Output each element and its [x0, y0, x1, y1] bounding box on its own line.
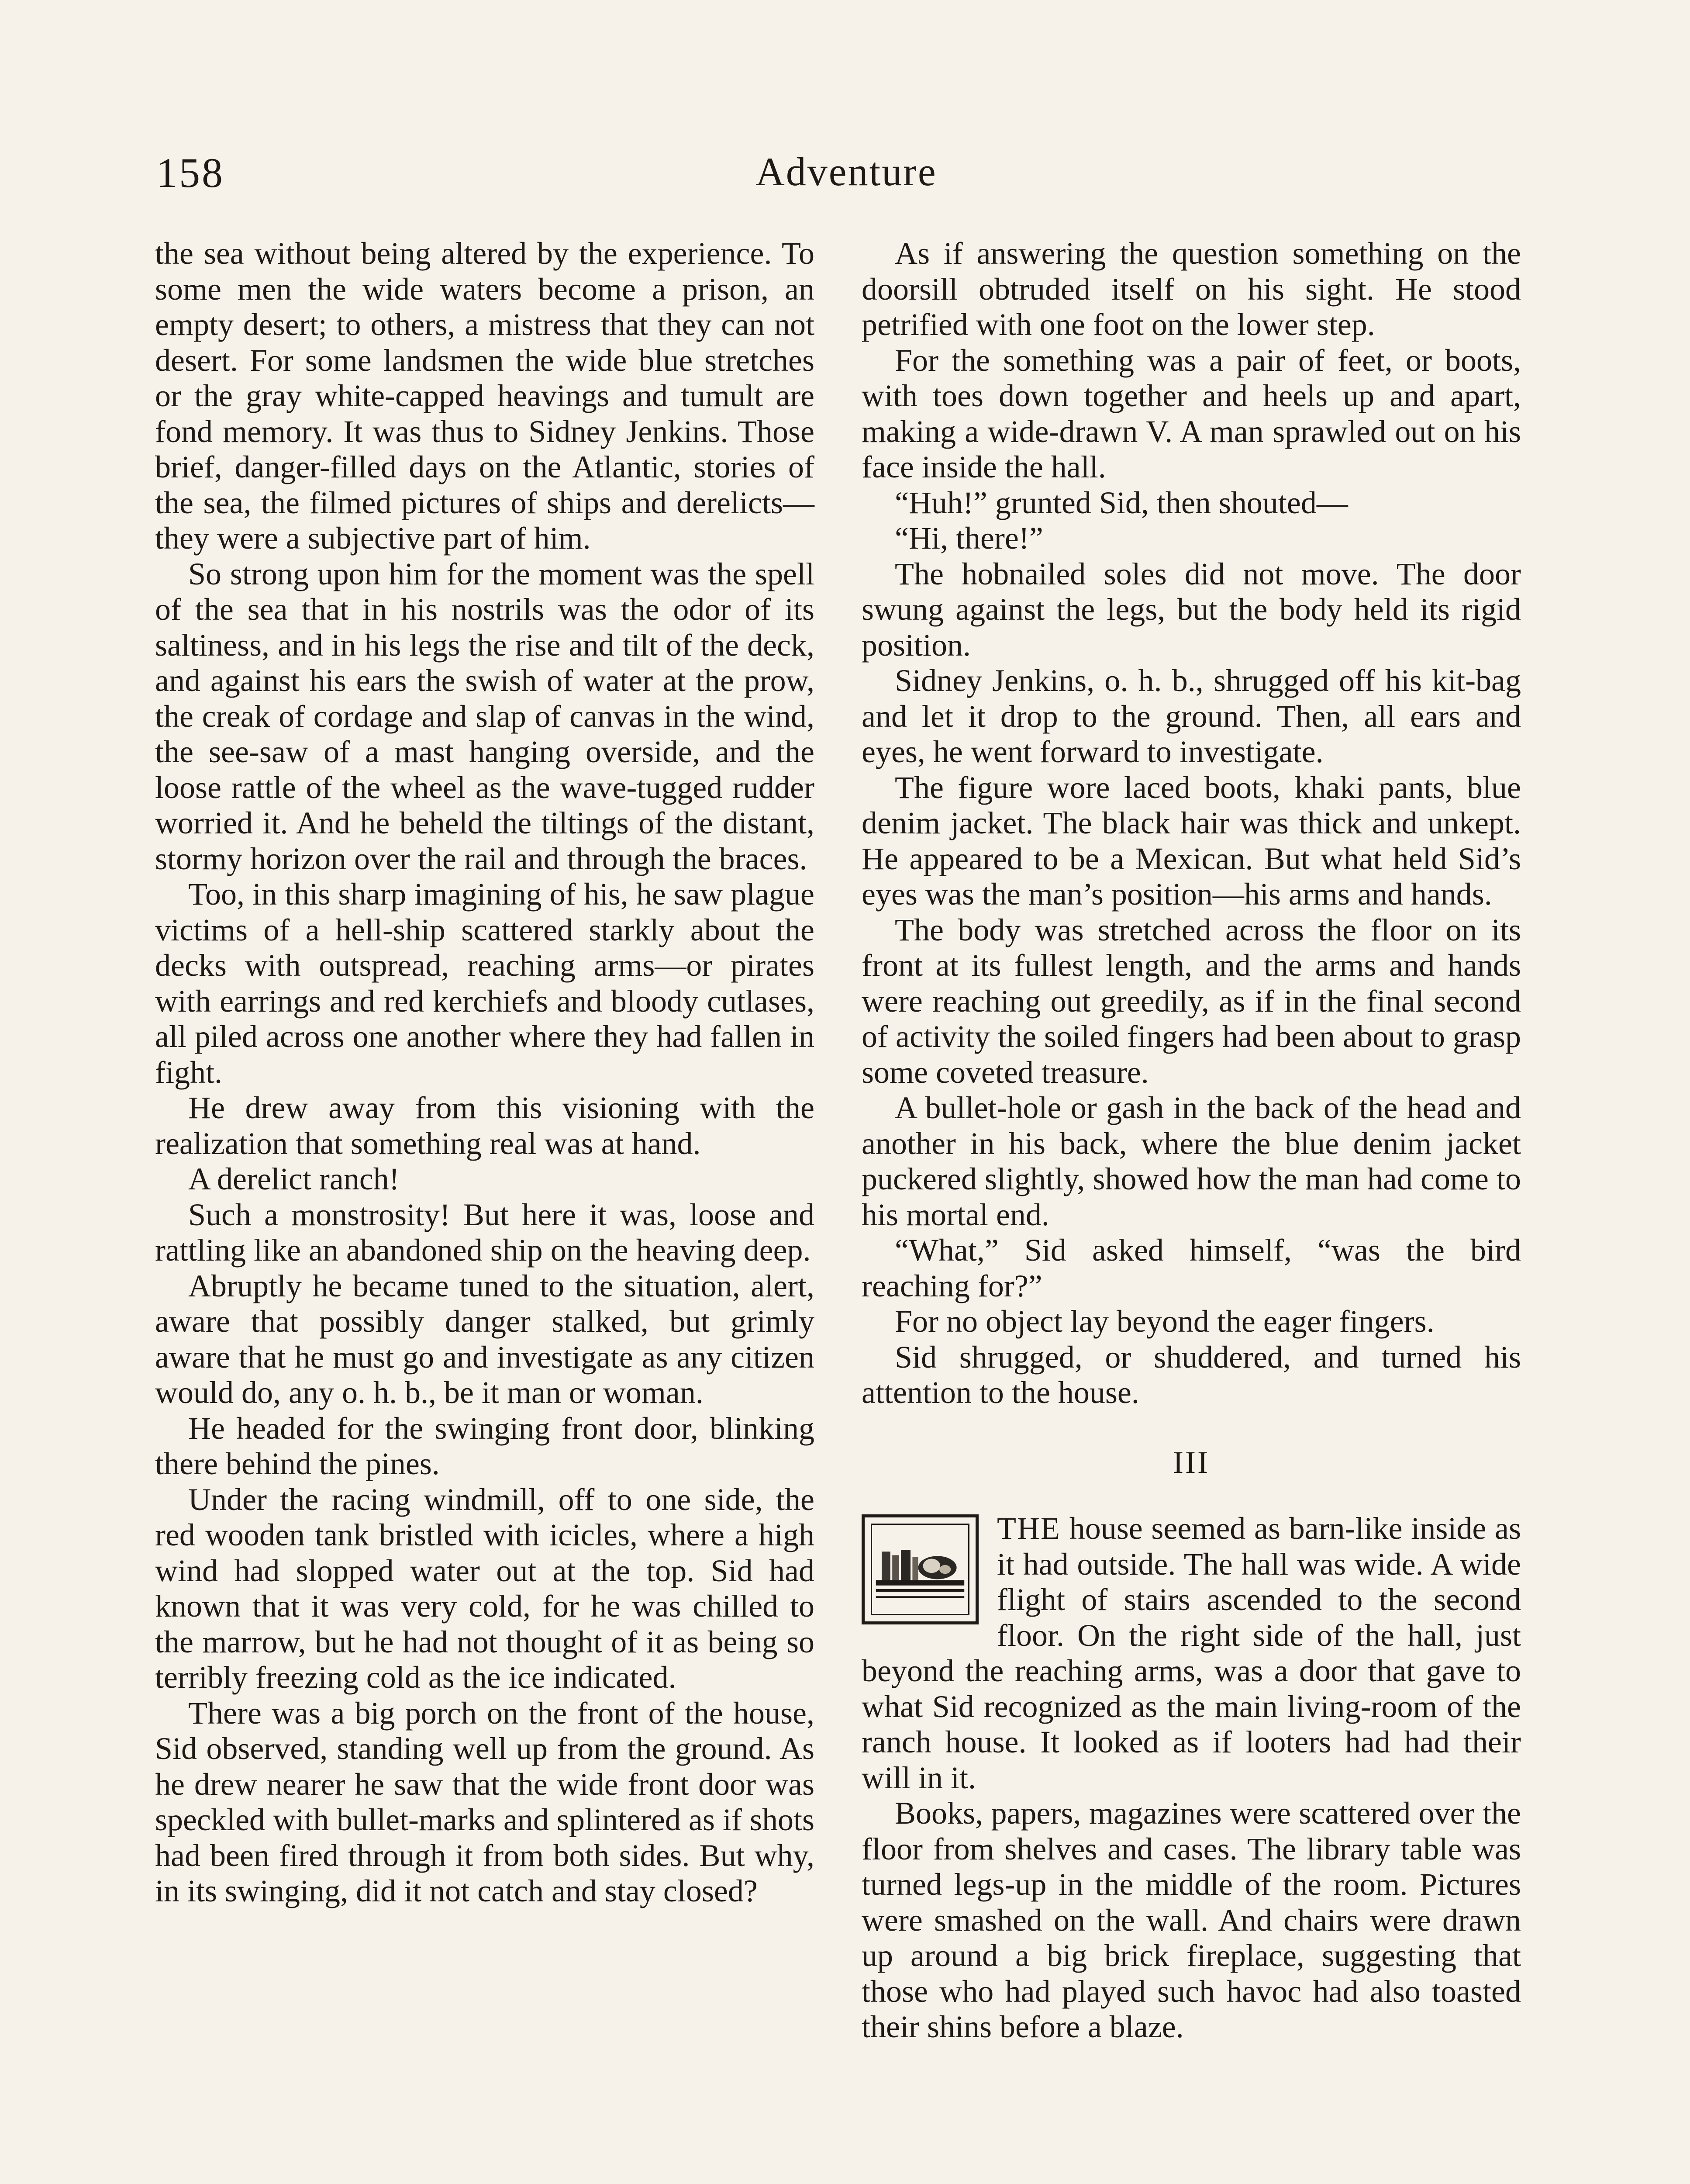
- paragraph: Such a monstrosity! But here it was, loose and rattling like an abandoned ship on the heaving deep.: [155, 1197, 814, 1268]
- paragraph: As if answering the question something on the doorsill obtruded itself on his sight. He stood petrified with one foot on the lower step.: [862, 236, 1521, 342]
- section-lead-caps: THE: [997, 1511, 1061, 1546]
- paragraph: the sea without being altered by the experience. To some men the wide waters become a prison, an empty desert; to others, a mistress that they can not desert. For some landsmen the wide blue stretches or the gray white-capped heavings and tumult are fond memory. It was thus to Sidney Jenkins. Those brief, danger-filled days on the Atlantic, stories of the sea, the filmed pictures of ships and derelicts—they were a subjective part of him.: [155, 236, 814, 556]
- paragraph: A derelict ranch!: [188, 1161, 400, 1196]
- paragraph: He drew away from this visioning with the realization that something real was at hand.: [155, 1090, 814, 1161]
- paragraph: Under the racing windmill, off to one side, the red wooden tank bristled with icicles, where a high wind had slopped water out at the top. Sid had known that it was very cold, for he was chilled to the marrow, but he had not thought of it as being so terribly freezing cold as the ice indicated.: [155, 1482, 814, 1695]
- paragraph: The hobnailed soles did not move. The door swung against the legs, but the body held its rigid position.: [862, 556, 1521, 663]
- section-heading: III: [1173, 1444, 1210, 1480]
- page-header: [156, 149, 1536, 210]
- paragraph: For the something was a pair of feet, or boots, with toes down together and heels up and apart, making a wide-drawn V. A man sprawled out on his face inside the hall.: [862, 342, 1521, 484]
- paragraph: He headed for the swinging front door, blinking there behind the pines.: [155, 1410, 814, 1481]
- paragraph: Books, papers, magazines were scattered over the floor from shelves and cases. The library table was turned legs-up in the middle of the room. Pictures were smashed on the wall. And chairs were drawn up around a big brick fireplace, suggesting that those who had played such havoc had also toasted their shins before a blaze.: [862, 1796, 1521, 2044]
- paragraph: The body was stretched across the floor on its front at its fullest length, and the arms and hands were reaching out greedily, as if in the final second of activity the soiled fingers had been about to grasp some coveted treasure.: [862, 912, 1521, 1090]
- paragraph: “Hi, there!”: [895, 521, 1043, 556]
- right-column: [862, 236, 1521, 2045]
- paragraph: Sidney Jenkins, o. h. b., shrugged off his kit-bag and let it drop to the ground. Then, all ears and eyes, he went forward to investigate.: [862, 663, 1521, 769]
- decorative-initial-icon: [862, 1514, 979, 1624]
- paragraph: There was a big porch on the front of the house, Sid observed, standing well up from the ground. As he drew nearer he saw that the wide front door was speckled with bullet-marks and splintered as if shots had been fired through it from both sides. But why, in its swinging, did it not catch and stay closed?: [155, 1695, 814, 1908]
- running-head: Adventure: [755, 149, 937, 194]
- paragraph: Abruptly he became tuned to the situation, alert, aware that possibly danger stalked, but grimly aware that he must go and investigate as any citizen would do, any o. h. b., be it man or woman.: [155, 1268, 814, 1410]
- section-lead-text: house seemed as barn-like inside as it had outside. The hall was wide. A wide flight of stairs ascended to the second floor. On the right side of the hall, just beyond the reaching arms, was a door that gave to what Sid recognized as the main living-room of the ranch house. It looked as if looters had had their will in it.: [862, 1511, 1521, 1795]
- paragraph: “What,” Sid asked himself, “was the bird reaching for?”: [862, 1233, 1521, 1303]
- paragraph: A bullet-hole or gash in the back of the head and another in his back, where the blue denim jacket puckered slightly, showed how the man had come to his mortal end.: [862, 1090, 1521, 1232]
- paragraph: Sid shrugged, or shuddered, and turned his attention to the house.: [862, 1339, 1521, 1410]
- left-column: [155, 236, 814, 1909]
- paragraph: For no object lay beyond the eager fingers.: [895, 1304, 1435, 1339]
- page-number: 158: [156, 149, 224, 196]
- paragraph: Too, in this sharp imagining of his, he saw plague victims of a hell-ship scattered starkly about the decks with outspread, reaching arms—or pirates with earrings and red kerchiefs and bloody cutlases, all piled across one another where they had fallen in fight.: [155, 877, 814, 1090]
- paragraph: “Huh!” grunted Sid, then shouted—: [895, 485, 1348, 520]
- section-lead-paragraph: [862, 1511, 1521, 1796]
- paragraph: So strong upon him for the moment was the spell of the sea that in his nostrils was the odor of its saltiness, and in his legs the rise and tilt of the deck, and against his ears the swish of water at the prow, the creak of cordage and slap of canvas in the wind, the see-saw of a mast hanging overside, and the loose rattle of the wheel as the wave-tugged rudder worried it. And he beheld the tiltings of the distant, stormy horizon over the rail and through the braces.: [155, 556, 814, 876]
- paragraph: The figure wore laced boots, khaki pants, blue denim jacket. The black hair was thick and unkept. He appeared to be a Mexican. But what held Sid’s eyes was the man’s position—his arms and hands.: [862, 770, 1521, 912]
